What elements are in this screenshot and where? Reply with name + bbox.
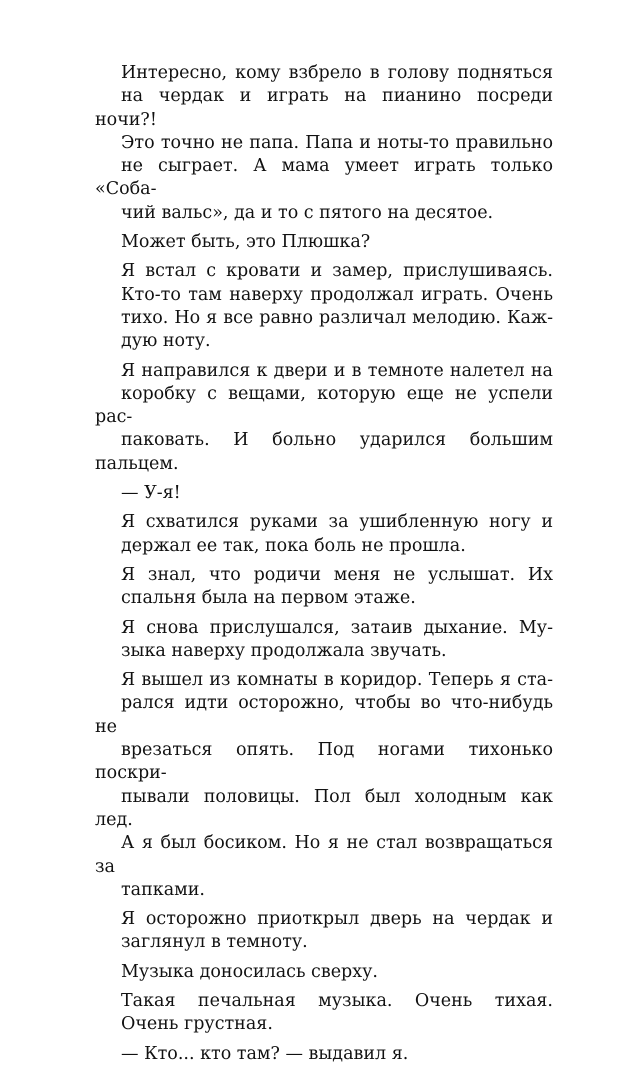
- text-line: врезаться опять. Под ногами тихонько поскри-: [95, 740, 553, 784]
- text-line: пывали половицы. Пол был холодным как лед.: [95, 786, 553, 830]
- paragraph: [95, 990, 553, 1037]
- book-page: [95, 62, 553, 1072]
- paragraph: [95, 669, 553, 902]
- text-line: Я встал с кровати и замер, прислушиваясь.: [121, 261, 553, 282]
- text-line: на чердак и играть на пианино посреди ночи?!: [95, 86, 553, 130]
- text-line: заглянул в темноту.: [121, 932, 308, 953]
- text-line: рался идти осторожно, чтобы во что-нибудь не: [95, 693, 553, 737]
- text-line: Я знал, что родичи меня не услышат. Их: [121, 564, 553, 585]
- text-line: спальня была на первом этаже.: [121, 588, 416, 609]
- text-line: паковать. И больно ударился большим пальцем.: [95, 430, 553, 474]
- text-line: Это точно не папа. Папа и ноты-то правильно: [121, 132, 553, 153]
- text-line: — У-я!: [121, 483, 181, 504]
- text-line: Кто-то там наверху продолжал играть. Очень: [121, 284, 553, 305]
- text-line: Я схватился руками за ушибленную ногу и: [121, 512, 553, 533]
- text-line: А я был босиком. Но я не стал возвращаться за: [95, 833, 553, 877]
- paragraph: [95, 482, 553, 505]
- paragraph: [95, 360, 553, 476]
- text-line: Может быть, это Плюшка?: [121, 232, 371, 253]
- text-line: тихо. Но я все равно различал мелодию. Каж-: [121, 307, 553, 328]
- text-line: Интересно, кому взбрело в голову подняться: [121, 63, 553, 83]
- text-line: коробку с вещами, которую еще не успели рас-: [95, 383, 553, 428]
- text-line: зыка наверху продолжала звучать.: [121, 640, 447, 661]
- text-line: Музыка доносилась сверху.: [121, 961, 378, 982]
- text-line: Я осторожно приоткрыл дверь на чердак и: [121, 909, 553, 930]
- text-line: Я снова прислушался, затаив дыхание. Му-: [121, 617, 553, 638]
- paragraph: [95, 231, 553, 254]
- text-line: — Кто... кто там? — выдавил я.: [121, 1043, 409, 1064]
- paragraph: [95, 511, 553, 558]
- text-line: чий вальс», да и то с пятого на десятое.: [121, 202, 494, 223]
- text-line: не сыграет. А мама умеет играть только «Соба-: [95, 156, 553, 200]
- paragraph: [95, 908, 553, 955]
- text-line: дую ноту.: [121, 331, 211, 352]
- paragraph: [95, 617, 553, 664]
- paragraph: [95, 961, 553, 984]
- text-line: держал ее так, пока боль не прошла.: [121, 535, 466, 556]
- text-line: Я направился к двери и в темноте налетел на: [121, 360, 553, 381]
- text-line: Я вышел из комнаты в коридор. Теперь я ста-: [121, 670, 553, 691]
- text-line: Такая печальная музыка. Очень тихая.: [121, 990, 553, 1011]
- paragraph: [95, 564, 553, 611]
- text-line: тапками.: [121, 879, 205, 900]
- paragraph: [95, 260, 553, 353]
- paragraph: [95, 1043, 553, 1066]
- paragraph: [95, 62, 553, 225]
- text-line: Очень грустная.: [121, 1014, 273, 1035]
